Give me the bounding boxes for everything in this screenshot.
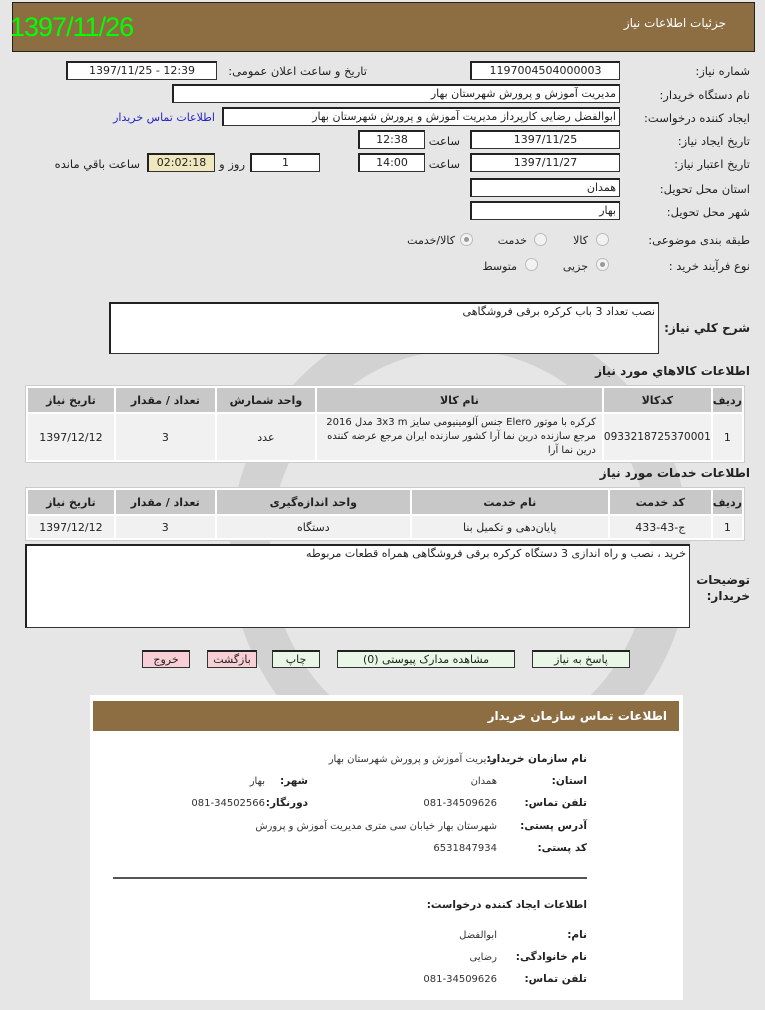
- col-header-date: تاریخ نیاز: [28, 490, 114, 514]
- page-title: جزئیات اطلاعات نیاز: [623, 16, 726, 30]
- postal-value: 6531847934: [433, 843, 497, 854]
- cell-qty: 3: [116, 414, 215, 460]
- need-number-label: شماره نیاز:: [695, 64, 750, 78]
- cell-unit: عدد: [217, 414, 315, 460]
- category-radio-goods-service[interactable]: [460, 233, 473, 246]
- category-option-service-label: خدمت: [497, 234, 527, 247]
- col-header-name: نام کالا: [317, 388, 602, 412]
- city-label: شهر:: [280, 775, 308, 787]
- view-attachments-button[interactable]: مشاهده مدارک پیوستی (0): [337, 650, 515, 668]
- col-header-unit: واحد شمارش: [217, 388, 315, 412]
- contact-card-title: اطلاعات تماس سازمان خریدار: [93, 701, 679, 731]
- col-header-row: ردیف: [713, 388, 742, 412]
- announce-label: تاریخ و ساعت اعلان عمومی:: [228, 64, 367, 78]
- col-header-qty: تعداد / مقدار: [116, 388, 215, 412]
- cell-date: 1397/12/12: [28, 516, 114, 538]
- city-label: شهر محل تحویل:: [666, 205, 750, 219]
- process-option-medium-label: متوسط: [482, 260, 517, 273]
- process-option-minor-label: جزیی: [562, 260, 588, 273]
- category-option-goods-service-label: کالا/خدمت: [407, 234, 455, 247]
- fax-value: 081-34502566: [191, 798, 265, 809]
- exit-button[interactable]: خروج: [142, 650, 190, 668]
- family-label: نام خانوادگی:: [515, 951, 587, 963]
- table-row: [28, 516, 742, 538]
- remaining-label: ساعت باقي مانده: [54, 157, 140, 171]
- process-label: نوع فرآیند خرید :: [668, 259, 750, 273]
- valid-time-field[interactable]: 14:00: [358, 153, 425, 172]
- goods-table: [25, 385, 745, 463]
- goods-section-title: اطلاعات کالاهاي مورد نیاز: [595, 364, 750, 378]
- divider: [113, 877, 587, 879]
- back-button[interactable]: بازگشت: [207, 650, 257, 668]
- category-radio-goods[interactable]: [596, 233, 609, 246]
- created-date-field[interactable]: 1397/11/25: [470, 130, 620, 149]
- address-label: آدرس پستی:: [520, 820, 587, 832]
- description-field[interactable]: نصب تعداد 3 باب کرکره برقی فروشگاهی: [109, 302, 659, 354]
- fax-label: دورنگار:: [265, 797, 308, 809]
- col-header-code: کد خدمت: [610, 490, 711, 514]
- category-label: طبقه بندی موضوعی:: [648, 233, 750, 247]
- announce-field[interactable]: 1397/11/25 - 12:39: [66, 61, 217, 80]
- days-field[interactable]: 1: [250, 153, 320, 172]
- col-header-qty: تعداد / مقدار: [116, 490, 215, 514]
- cell-row: 1: [713, 516, 742, 538]
- name-value: ابوالفضل: [459, 930, 497, 941]
- created-time-label: ساعت: [428, 134, 460, 148]
- col-header-unit: واحد اندازه‌گیری: [217, 490, 410, 514]
- col-header-code: کدکالا: [604, 388, 711, 412]
- valid-date-field[interactable]: 1397/11/27: [470, 153, 620, 172]
- province-label: استان:: [551, 775, 587, 787]
- col-header-row: ردیف: [713, 490, 742, 514]
- province-field[interactable]: همدان: [470, 178, 620, 197]
- creator-phone-value: 081-34509626: [423, 974, 497, 985]
- cell-code: 0933218725370001: [604, 414, 711, 460]
- col-header-name: نام خدمت: [412, 490, 608, 514]
- cell-name: پایان‌دهی و تکمیل بنا: [412, 516, 608, 538]
- days-label: روز و: [219, 157, 245, 171]
- province-label: استان محل تحویل:: [659, 182, 750, 196]
- valid-time-label: ساعت: [428, 157, 460, 171]
- services-table: [25, 487, 745, 541]
- phone-value: 081-34509626: [423, 798, 497, 809]
- cell-name: کرکره با موتور Elero جنس آلومینیومی سایز 3x3 m مدل 2016 مرجع سازنده درین نما آرا کشور سازنده ایران مرجع عرضه کننده درین نما آرا: [317, 414, 602, 460]
- buyer-org-label: نام دستگاه خریدار:: [659, 88, 750, 102]
- name-label: نام:: [567, 929, 587, 941]
- services-section-title: اطلاعات خدمات مورد نیاز: [599, 466, 750, 480]
- date-stamp: 1397/11/26: [10, 12, 134, 42]
- category-option-goods-label: کالا: [573, 234, 588, 247]
- phone-label: تلفن تماس:: [524, 797, 587, 809]
- category-radio-service[interactable]: [534, 233, 547, 246]
- col-header-date: تاریخ نیاز: [28, 388, 114, 412]
- creator-label: ایجاد کننده درخواست:: [644, 111, 750, 125]
- postal-label: کد پستی:: [537, 842, 587, 854]
- table-row: [28, 414, 742, 460]
- valid-date-label: تاریخ اعتبار نیاز:: [674, 157, 750, 171]
- org-value: مدیریت آموزش و پرورش شهرستان بهار: [328, 754, 497, 765]
- description-label: شرح کلي نیاز:: [664, 321, 750, 335]
- city-field[interactable]: بهار: [470, 201, 620, 220]
- remaining-time-field: 02:02:18: [147, 153, 215, 172]
- creator-phone-label: تلفن تماس:: [524, 973, 587, 985]
- family-value: رضایی: [469, 952, 497, 963]
- buyer-notes-field[interactable]: خرید ، نصب و راه اندازی 3 دستگاه کرکره برقی فروشگاهی همراه قطعات مربوطه: [25, 544, 690, 628]
- need-number-field[interactable]: 1197004504000003: [470, 61, 620, 80]
- creator-field[interactable]: ابوالفضل رضایی کارپرداز مدیریت آموزش و پرورش شهرستان بهار: [222, 107, 620, 126]
- creator-section-title: اطلاعات ایجاد کننده درخواست:: [426, 899, 587, 911]
- buyer-contact-card: [90, 695, 683, 1000]
- created-date-label: تاریخ ایجاد نیاز:: [677, 134, 750, 148]
- address-value: شهرستان بهار خیابان سی متری مدیریت آموزش و پرورش: [255, 821, 497, 832]
- print-button[interactable]: چاپ: [272, 650, 320, 668]
- buyer-contact-link[interactable]: اطلاعات تماس خریدار: [113, 111, 215, 124]
- city-value: بهار: [249, 776, 265, 787]
- created-time-field[interactable]: 12:38: [358, 130, 425, 149]
- province-value: همدان: [470, 776, 497, 787]
- process-radio-medium[interactable]: [525, 258, 538, 271]
- cell-unit: دستگاه: [217, 516, 410, 538]
- org-label: نام سازمان خریدار:: [486, 753, 587, 765]
- cell-row: 1: [713, 414, 742, 460]
- buyer-notes-label: توضیحات خریدار:: [696, 573, 750, 603]
- process-radio-minor[interactable]: [596, 258, 609, 271]
- cell-code: ج-43-433: [610, 516, 711, 538]
- cell-qty: 3: [116, 516, 215, 538]
- buyer-org-field[interactable]: مدیریت آموزش و پرورش شهرستان بهار: [172, 84, 620, 103]
- reply-button[interactable]: پاسخ به نیاز: [532, 650, 630, 668]
- cell-date: 1397/12/12: [28, 414, 114, 460]
